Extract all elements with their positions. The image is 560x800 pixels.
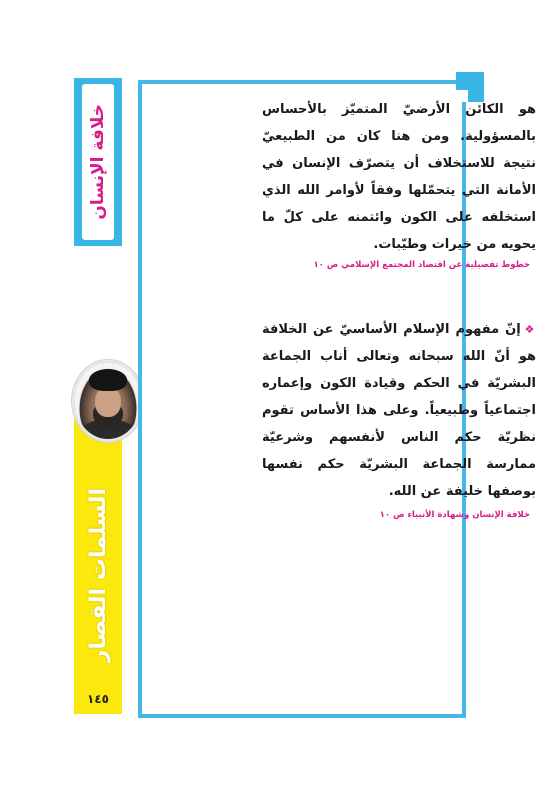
paragraph-1: هو الكائن الأرضيّ المتميّز بالأحساس بالمسؤولية. ومن هنا كان من الطبيعيّ نتيجة للاستخلاف أن يتصرّف الإنسان في الأمانة التي يتحمّلها وفقاً لأوامر الله الذي استخلفه على الكون وائتمنه على كلّ ما يحويه من خيرات وطيّبات. <box>262 102 536 252</box>
portrait-turban <box>89 369 127 391</box>
portrait-face <box>95 387 121 417</box>
page-number: ١٤٥ <box>87 692 109 706</box>
book-title: السلمات القصار <box>85 488 111 663</box>
bullet-icon: ❖ <box>524 323 536 336</box>
source-citation-2: خلافة الإنسان وشهادة الأنبياء ص ١٠ <box>379 510 530 520</box>
source-citation-1: خطوط تفصيلية عن اقتصاد المجتمع الإسلامي ص ١٠ <box>313 260 530 270</box>
section-title-box <box>74 78 122 246</box>
section-title: خلافة الإنسان <box>88 104 108 220</box>
paragraph-2: إنّ مفهوم الإسلام الأساسيّ عن الخلافة هو أنّ الله سبحانه وتعالى أناب الجماعة البشريّة في الحكم وقيادة الكون وإعماره اجتماعياً وطبيعياً. وعلى هذا الأساس تقوم نظريّة حكم الناس لأنفسهم وشرعيّة ممارسة الجماعة البشريّة حكم نفسها بوصفها خليفة عن الله. <box>262 322 536 499</box>
paragraph-2-block <box>262 316 536 505</box>
book-title-wrap <box>82 468 114 683</box>
section-title-inner <box>82 84 114 240</box>
author-portrait <box>72 360 144 442</box>
